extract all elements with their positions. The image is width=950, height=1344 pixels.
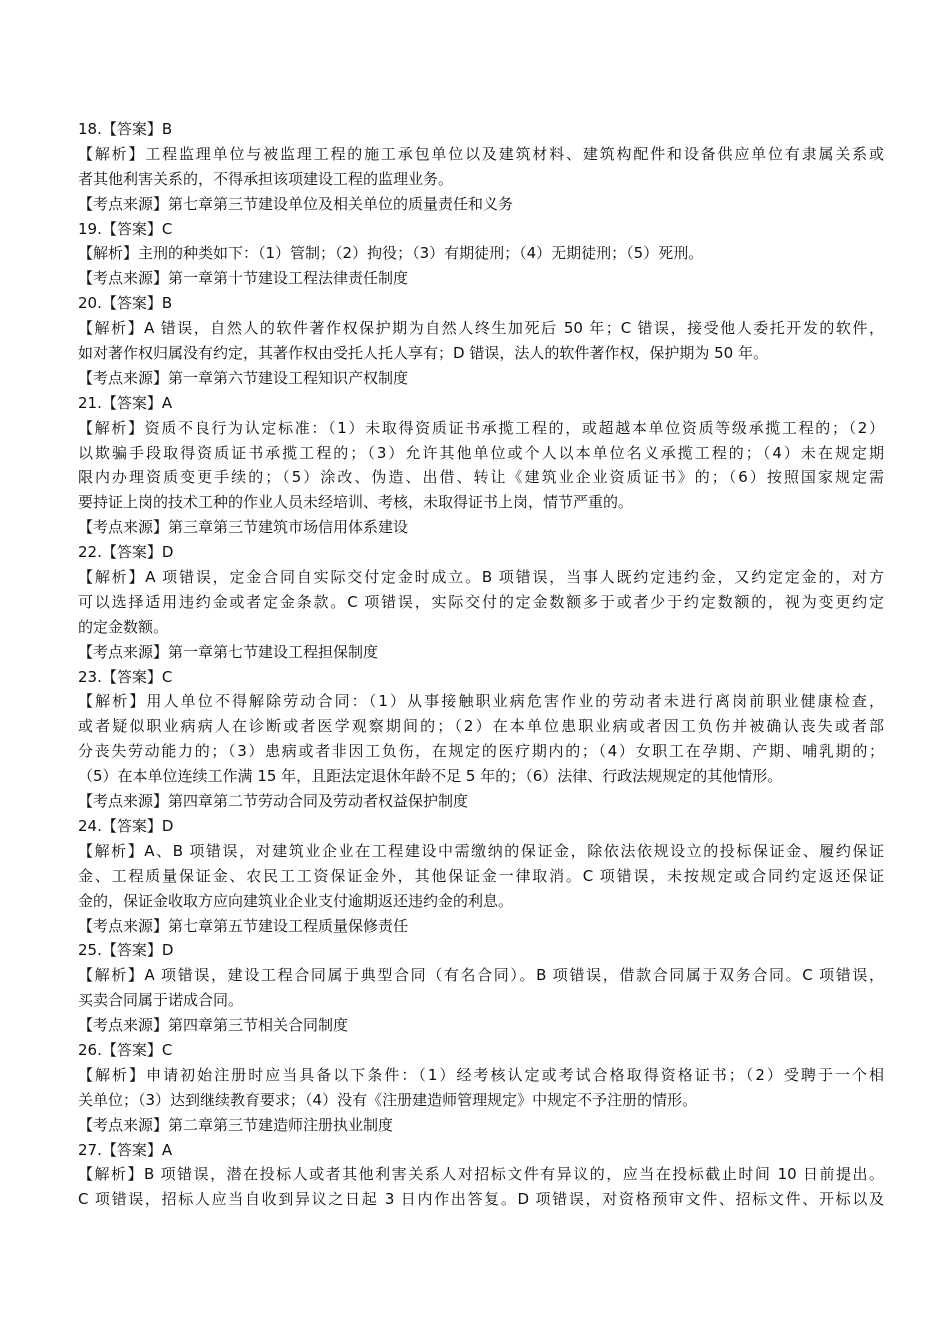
analysis-line: （5）在本单位连续工作满 15 年，且距法定退休年龄不足 5 年的；（6）法律、行政法规规定的其他情形。 xyxy=(78,767,783,786)
answer-line: 23.【答案】C xyxy=(78,667,173,686)
analysis-line: 【解析】申请初始注册时应当具备以下条件：（1）经考核认定或考试合格取得资格证书；（2）受聘于一个相 xyxy=(78,1065,884,1084)
source-line: 【考点来源】第一章第六节建设工程知识产权制度 xyxy=(78,368,409,387)
answer-entry xyxy=(78,391,884,540)
source-line: 【考点来源】第四章第二节劳动合同及劳动者权益保护制度 xyxy=(78,792,469,811)
analysis-line: 可以选择适用违约金或者定金条款。C 项错误，实际交付的定金数额多于或者少于约定数额的，视为变更约定 xyxy=(78,592,884,611)
source-line: 【考点来源】第七章第五节建设工程质量保修责任 xyxy=(78,916,409,935)
source-line: 【考点来源】第一章第七节建设工程担保制度 xyxy=(78,642,379,661)
analysis-line: 【解析】A 项错误，定金合同自实际交付定金时成立。B 项错误，当事人既约定违约金，又约定定金的，对方 xyxy=(78,568,884,587)
analysis-line: 关单位；（3）达到继续教育要求；（4）没有《注册建造师管理规定》中规定不予注册的情形。 xyxy=(78,1090,698,1109)
answer-entry xyxy=(78,291,884,391)
analysis-line: 【解析】B 项错误，潜在投标人或者其他利害关系人对招标文件有异议的，应当在投标截止时间 10 日前提出。 xyxy=(78,1165,884,1184)
analysis-line: 【解析】A、B 项错误，对建筑业企业在工程建设中需缴纳的保证金，除依法依规设立的投标保证金、履约保证 xyxy=(78,841,884,860)
analysis-line: 【解析】资质不良行为认定标准：（1）未取得资质证书承揽工程的，或超越本单位资质等级承揽工程的；（2） xyxy=(78,418,884,437)
source-line: 【考点来源】第三章第三节建筑市场信用体系建设 xyxy=(78,518,409,537)
answer-key-content xyxy=(78,117,884,1212)
answer-line: 26.【答案】C xyxy=(78,1040,173,1059)
analysis-line: 【解析】用人单位不得解除劳动合同：（1）从事接触职业病危害作业的劳动者未进行离岗前职业健康检查， xyxy=(78,692,884,711)
analysis-line: 分丧失劳动能力的；（3）患病或者非因工负伤，在规定的医疗期内的；（4）女职工在孕期、产期、哺乳期的； xyxy=(78,742,884,761)
source-line: 【考点来源】第七章第三节建设单位及相关单位的质量责任和义务 xyxy=(78,194,514,213)
answer-line: 20.【答案】B xyxy=(78,294,173,313)
analysis-line: 【解析】工程监理单位与被监理工程的施工承包单位以及建筑材料、建筑构配件和设备供应单位有隶属关系或 xyxy=(78,144,884,163)
answer-line: 25.【答案】D xyxy=(78,941,174,960)
answer-entry xyxy=(78,814,884,938)
analysis-line: 或者疑似职业病病人在诊断或者医学观察期间的；（2）在本单位患职业病或者因工负伤并被确认丧失或者部 xyxy=(78,717,884,736)
analysis-line: 买卖合同属于诺成合同。 xyxy=(78,991,244,1010)
answer-line: 21.【答案】A xyxy=(78,393,173,412)
analysis-line: 【解析】A 错误，自然人的软件著作权保护期为自然人终生加死后 50 年；C 错误，接受他人委托开发的软件， xyxy=(78,319,884,338)
answer-line: 22.【答案】D xyxy=(78,543,174,562)
analysis-line: 【解析】主刑的种类如下：（1）管制；（2）拘役；（3）有期徒刑；（4）无期徒刑；（5）死刑。 xyxy=(78,244,704,263)
source-line: 【考点来源】第二章第三节建造师注册执业制度 xyxy=(78,1115,394,1134)
answer-line: 24.【答案】D xyxy=(78,816,174,835)
source-line: 【考点来源】第一章第十节建设工程法律责任制度 xyxy=(78,269,409,288)
analysis-line: 以欺骗手段取得资质证书承揽工程的；（3）允许其他单位或个人以本单位名义承揽工程的；（4）未在规定期 xyxy=(78,443,884,462)
answer-line: 19.【答案】C xyxy=(78,219,173,238)
analysis-line: 限内办理资质变更手续的；（5）涂改、伪造、出借、转让《建筑业企业资质证书》的；（6）按照国家规定需 xyxy=(78,468,884,487)
answer-entry xyxy=(78,1038,884,1138)
analysis-line: 如对著作权归属没有约定，其著作权由受托人托人享有；D 错误，法人的软件著作权，保护期为 50 年。 xyxy=(78,344,768,363)
analysis-line: 金、工程质量保证金、农民工工资保证金外，其他保证金一律取消。C 项错误，未按规定或合同约定返还保证 xyxy=(78,866,884,885)
answer-entry xyxy=(78,665,884,814)
answer-line: 27.【答案】A xyxy=(78,1140,173,1159)
answer-entry xyxy=(78,938,884,1038)
answer-entry xyxy=(78,540,884,664)
answer-line: 18.【答案】B xyxy=(78,120,173,138)
source-line: 【考点来源】第四章第三节相关合同制度 xyxy=(78,1016,349,1035)
analysis-line: 的定金数额。 xyxy=(78,617,169,636)
analysis-line: C 项错误，招标人应当自收到异议之日起 3 日内作出答复。D 项错误，对资格预审文件、招标文件、开标以及 xyxy=(78,1190,884,1209)
analysis-line: 金的，保证金收取方应向建筑业企业支付逾期返还违约金的利息。 xyxy=(78,891,514,910)
analysis-line: 者其他利害关系的，不得承担该项建设工程的监理业务。 xyxy=(78,169,454,188)
answer-entry xyxy=(78,1138,884,1213)
analysis-line: 要持证上岗的技术工种的作业人员未经培训、考核，未取得证书上岗，情节严重的。 xyxy=(78,493,634,512)
answer-entry xyxy=(78,117,884,217)
answer-entry xyxy=(78,217,884,292)
analysis-line: 【解析】A 项错误，建设工程合同属于典型合同（有名合同）。B 项错误，借款合同属于双务合同。C 项错误， xyxy=(78,966,884,985)
